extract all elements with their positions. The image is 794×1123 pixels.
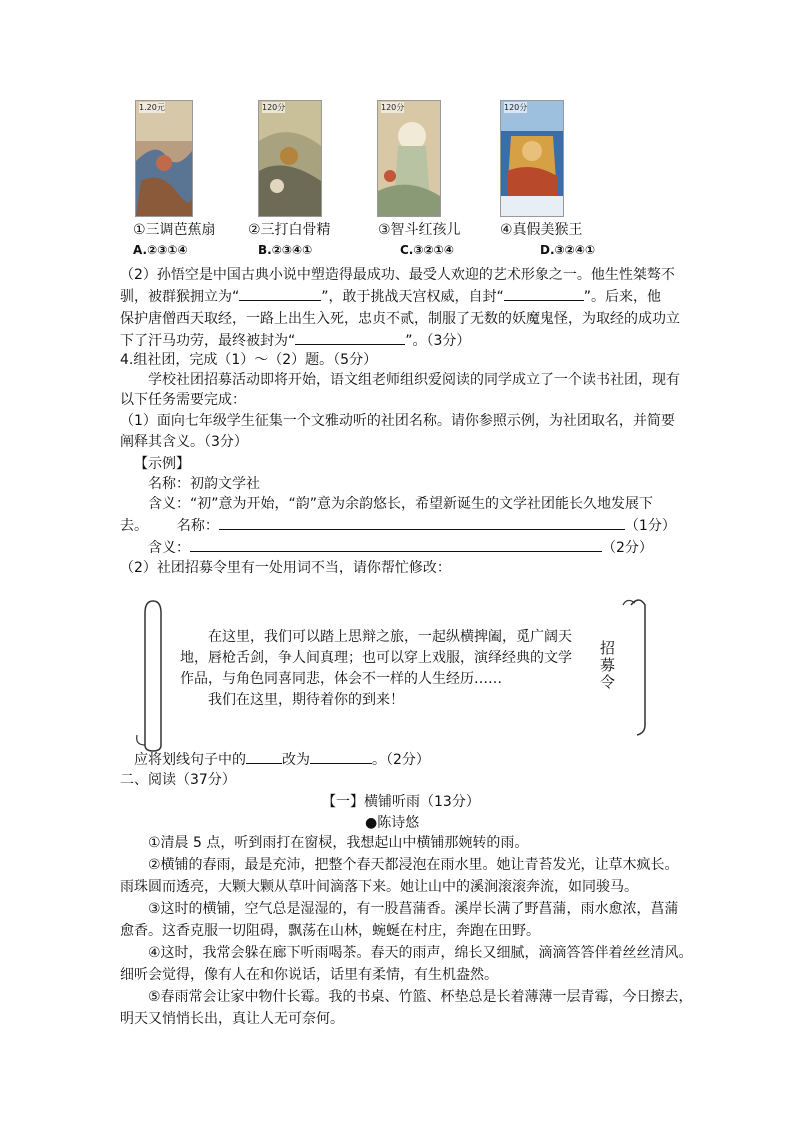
meaning-answer-line	[148, 537, 653, 558]
answer-blank[interactable]	[504, 286, 584, 301]
stamp-image-3	[377, 100, 441, 217]
q4-sub1-line-2: 阐释其含义。（3分）	[120, 434, 248, 450]
q4-intro-1: 学校社团招募活动即将开始，语文组老师组织爱阅读的同学成立了一个读书社团，现有	[148, 372, 680, 388]
name-label: 名称：	[176, 518, 219, 534]
option-d: D.③②④①	[540, 243, 596, 257]
stamp-image-1	[135, 100, 193, 217]
example-meaning-2-text: 去。	[120, 518, 148, 534]
q4-sub2-answer	[134, 749, 430, 770]
correct-word-input[interactable]	[310, 749, 372, 764]
q2-line-2	[120, 286, 661, 307]
paragraph-3-line-2: 愈香。这香克服一切阻碍，飘荡在山林，蜿蜒在村庄，奔跑在田野。	[120, 923, 540, 939]
example-heading: 【示例】	[134, 456, 190, 472]
meaning-score: （2分）	[602, 540, 653, 556]
name-score: （1分）	[624, 518, 676, 534]
section-2-heading: 二、阅读（37分）	[120, 772, 236, 788]
answer-prefix: 应将划线句子中的	[134, 752, 246, 768]
paragraph-2-line-2: 雨珠圆而透亮，大颗大颗从草叶间滴落下来。她让山中的溪涧滚滚奔流，如同骏马。	[120, 879, 638, 895]
club-meaning-input[interactable]	[190, 537, 602, 552]
stamp-caption-1: ①三调芭蕉扇	[133, 222, 216, 238]
example-name: 名称：初韵文学社	[148, 476, 260, 492]
scroll-line-3: 作品，与角色同喜同悲，体会不一样的人生经历……	[180, 671, 502, 687]
q2-line-2-c: ”。后来，他	[583, 289, 662, 305]
paragraph-2-line-1: ②横铺的春雨，最是充沛，把整个春天都浸泡在雨水里。她让青苔发光，让草木疯长。	[148, 857, 679, 873]
answer-suffix: 。（2分）	[372, 752, 430, 768]
stamp-art-3	[378, 101, 440, 216]
stamp-caption-3: ③智斗红孩儿	[378, 222, 461, 238]
q2-line-3: 保护唐僧西天取经，一路上出生入死，忠贞不贰，制服了无数的妖魔鬼怪，为取经的成功立	[120, 311, 680, 327]
option-a: A.②③①④	[133, 243, 188, 257]
article-title: 【一】横铺听雨（13分）	[322, 794, 480, 810]
paragraph-5-line-1: ⑤春雨常会让家中物什长霉。我的书桌、竹篮、杯垫总是长着薄薄一层青霉，今日擦去，	[148, 989, 693, 1005]
stamp-value: 120分	[504, 103, 528, 112]
q2-line-1: （2）孙悟空是中国古典小说中塑造得最成功、最受人欢迎的艺术形象之一。他生性桀骜不	[120, 267, 675, 283]
stamp-image-2	[258, 100, 322, 217]
scroll-line-2: 地，唇枪舌剑，争人间真理；也可以穿上戏服，演绎经典的文学	[180, 650, 572, 666]
stamp-value: 120分	[381, 103, 405, 112]
stamp-art-4	[501, 101, 563, 216]
q2-line-4-b: ”。（3分）	[405, 333, 471, 349]
scroll-line-4: 我们在这里，期待着你的到来！	[208, 692, 404, 708]
paragraph-5-line-2: 明天又悄悄长出，真让人无可奈何。	[120, 1011, 344, 1027]
example-meaning-2	[120, 515, 676, 536]
q4-title: 4.组社团，完成（1）～（2）题。（5分）	[120, 352, 378, 368]
stamp-value: 1.20元	[139, 103, 165, 112]
q4-sub2: （2）社团招募令里有一处用词不当，请你帮忙修改：	[120, 560, 451, 576]
example-meaning-1: 含义：“初”意为开始，“韵”意为余韵悠长，希望新诞生的文学社团能长久地发展下	[148, 496, 654, 512]
paragraph-4-line-1: ④这时，我常会躲在廊下听雨喝茶。春天的雨声，绵长又细腻，滴滴答答伴着丝丝清风。	[148, 945, 693, 961]
q4-sub1-line-1: （1）面向七年级学生征集一个文雅动听的社团名称。请你参照示例，为社团取名，并简要	[120, 413, 675, 429]
answer-blank[interactable]	[239, 286, 321, 301]
paragraph-1: ①清晨 5 点，听到雨打在窗棂，我想起山中横铺那婉转的雨。	[148, 835, 529, 851]
q2-line-2-b: ”，敢于挑战天宫权威，自封“	[321, 289, 504, 305]
stamp-caption-2: ②三打白骨精	[248, 222, 331, 238]
q2-line-2-a: 驯，被群猴拥立为“	[120, 289, 240, 305]
paragraph-4-line-2: 细听会觉得，像有人在和你说话，话里有柔情，有生机盎然。	[120, 967, 498, 983]
stamp-caption-4: ④真假美猴王	[500, 222, 583, 238]
answer-blank[interactable]	[295, 330, 405, 345]
stamp-art-1	[136, 101, 192, 216]
q2-line-4-a: 下了汗马功劳，最终被封为“	[120, 333, 296, 349]
q4-intro-2: 以下任务需要完成：	[120, 392, 246, 408]
paragraph-3-line-1: ③这时的横铺，空气总是湿湿的，有一股菖蒲香。溪岸长满了野菖蒲，雨水愈浓，菖蒲	[148, 901, 679, 917]
stamp-image-4	[500, 100, 564, 217]
option-b: B.②③④①	[258, 243, 313, 257]
scroll-title: 招募令	[600, 639, 616, 691]
stamp-art-2	[259, 101, 321, 216]
q2-line-4	[120, 330, 470, 351]
scroll-line-1: 在这里，我们可以踏上思辩之旅，一起纵横捭阖，觅广阔天	[208, 629, 572, 645]
answer-middle: 改为	[282, 752, 310, 768]
article-author: ●陈诗悠	[365, 815, 420, 831]
meaning-label: 含义：	[148, 540, 190, 556]
club-name-input[interactable]	[219, 515, 625, 530]
wrong-word-input[interactable]	[246, 749, 282, 764]
stamp-value: 120分	[262, 103, 286, 112]
option-c: C.③②①④	[400, 243, 455, 257]
